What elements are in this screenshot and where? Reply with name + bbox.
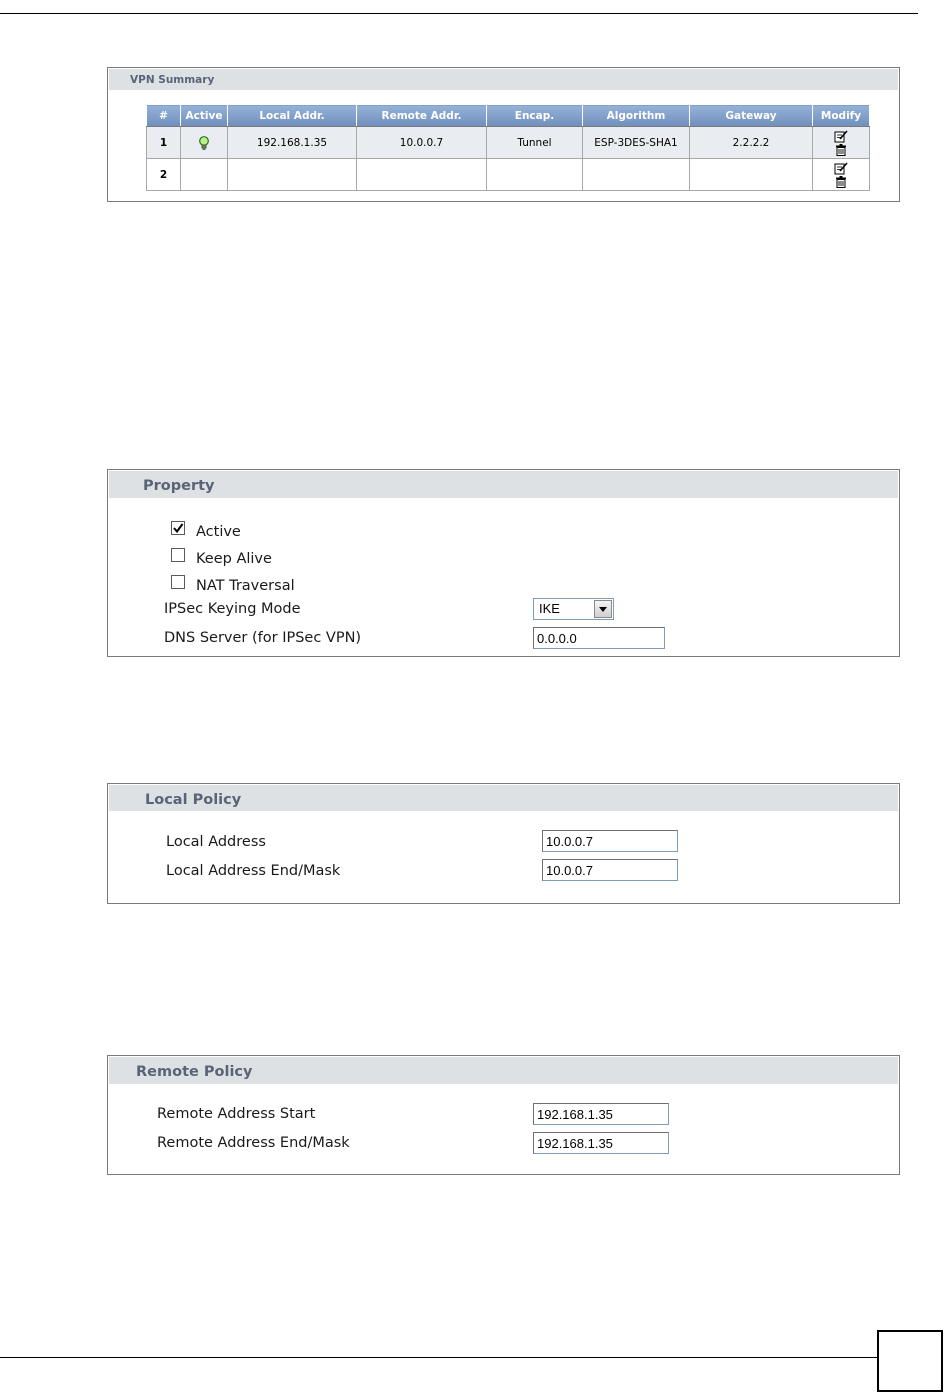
column-header-gateway: Gateway bbox=[690, 105, 813, 127]
row-number: 1 bbox=[147, 127, 181, 159]
row-active-cell bbox=[181, 127, 228, 159]
row-gateway bbox=[690, 159, 813, 191]
row-number: 2 bbox=[147, 159, 181, 191]
table-row bbox=[147, 127, 870, 159]
column-header-encap: Encap. bbox=[487, 105, 583, 127]
nat-traversal-label: NAT Traversal bbox=[196, 578, 295, 594]
keep-alive-label: Keep Alive bbox=[196, 551, 272, 567]
local-address-label: Local Address bbox=[166, 834, 266, 850]
row-remote-addr bbox=[357, 159, 487, 191]
row-local-addr bbox=[228, 159, 357, 191]
vpn-summary-table bbox=[146, 104, 870, 191]
row-modify-cell bbox=[813, 127, 870, 159]
edit-icon[interactable] bbox=[834, 162, 848, 175]
column-header-active: Active bbox=[181, 105, 228, 127]
dns-server-label: DNS Server (for IPSec VPN) bbox=[164, 630, 362, 646]
ipsec-keying-mode-label: IPSec Keying Mode bbox=[164, 601, 301, 617]
remote-policy-title: Remote Policy bbox=[109, 1057, 898, 1084]
row-encap: Tunnel bbox=[487, 127, 583, 159]
checkmark-icon bbox=[172, 522, 184, 534]
active-checkbox[interactable] bbox=[171, 521, 185, 535]
property-title: Property bbox=[109, 471, 898, 498]
page-number-box bbox=[877, 1330, 943, 1392]
column-header-algorithm: Algorithm bbox=[583, 105, 690, 127]
trash-icon[interactable] bbox=[835, 144, 847, 156]
property-panel bbox=[107, 469, 900, 657]
local-address-end-input[interactable] bbox=[542, 859, 678, 881]
table-header-row bbox=[147, 105, 870, 127]
local-policy-title: Local Policy bbox=[109, 785, 898, 811]
row-modify-cell bbox=[813, 159, 870, 191]
remote-address-end-label: Remote Address End/Mask bbox=[157, 1135, 350, 1151]
remote-policy-panel bbox=[107, 1055, 900, 1175]
column-header-modify: Modify bbox=[813, 105, 870, 127]
edit-icon[interactable] bbox=[834, 130, 848, 143]
keep-alive-checkbox[interactable] bbox=[171, 548, 185, 562]
trash-icon[interactable] bbox=[835, 176, 847, 188]
chevron-down-icon[interactable] bbox=[594, 600, 612, 618]
dns-server-input[interactable] bbox=[533, 627, 665, 649]
active-label: Active bbox=[196, 524, 241, 540]
ipsec-keying-mode-select[interactable] bbox=[533, 598, 614, 620]
nat-traversal-checkbox[interactable] bbox=[171, 575, 185, 589]
row-encap bbox=[487, 159, 583, 191]
bottom-rule bbox=[0, 1357, 877, 1358]
row-remote-addr: 10.0.0.7 bbox=[357, 127, 487, 159]
remote-address-end-input[interactable] bbox=[533, 1132, 669, 1154]
vpn-summary-title: VPN Summary bbox=[109, 69, 898, 90]
table-row bbox=[147, 159, 870, 191]
remote-address-start-input[interactable] bbox=[533, 1103, 669, 1125]
column-header-number: # bbox=[147, 105, 181, 127]
top-rule bbox=[0, 13, 918, 14]
lightbulb-icon bbox=[198, 136, 210, 150]
local-address-input[interactable] bbox=[542, 830, 678, 852]
remote-address-start-label: Remote Address Start bbox=[157, 1106, 316, 1122]
row-gateway: 2.2.2.2 bbox=[690, 127, 813, 159]
row-local-addr: 192.168.1.35 bbox=[228, 127, 357, 159]
row-algorithm: ESP-3DES-SHA1 bbox=[583, 127, 690, 159]
local-policy-panel bbox=[107, 783, 900, 904]
local-address-end-label: Local Address End/Mask bbox=[166, 863, 341, 879]
row-algorithm bbox=[583, 159, 690, 191]
column-header-local-addr: Local Addr. bbox=[228, 105, 357, 127]
ipsec-keying-mode-value: IKE bbox=[539, 601, 560, 616]
vpn-summary-panel bbox=[107, 67, 900, 202]
column-header-remote-addr: Remote Addr. bbox=[357, 105, 487, 127]
row-active-cell bbox=[181, 159, 228, 191]
